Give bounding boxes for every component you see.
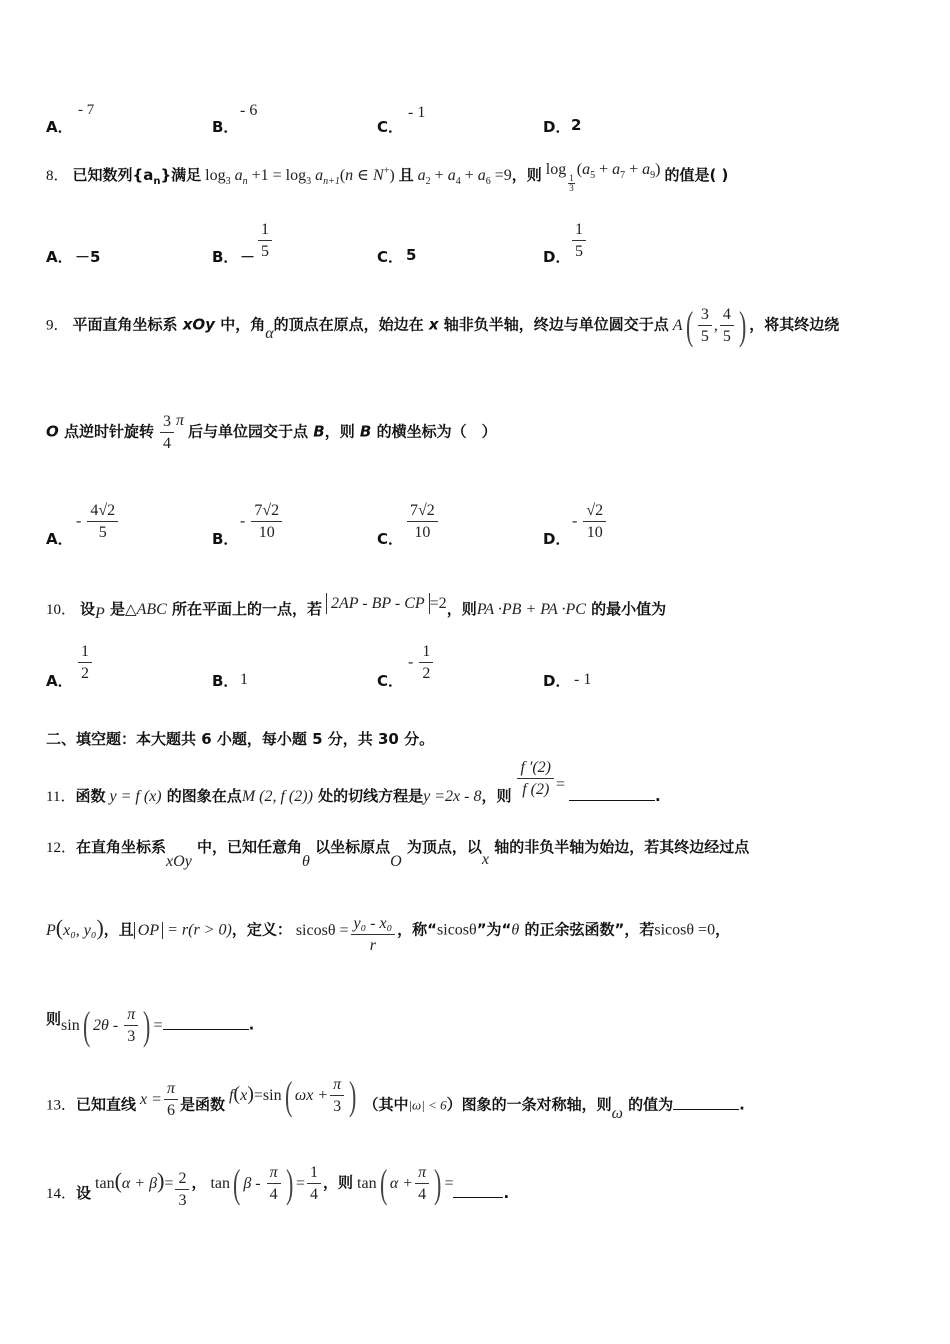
q11-answer-blank[interactable] [569, 788, 655, 801]
q8-text4: 的值是( ) [664, 166, 729, 184]
q12-text-e: 轴的非负半轴为始边，若其终边经过点 [489, 838, 750, 856]
section-2-title: 二、填空题：本大题共 6 小题，每小题 5 分，共 30 分。 [46, 730, 435, 748]
question-14 [46, 1161, 510, 1209]
q9-alpha: α [265, 324, 274, 342]
q13-omega: ω [611, 1104, 623, 1122]
q12-sicos-2: sicosθ [437, 921, 477, 939]
q13-text-a: 已知直线 [76, 1095, 137, 1114]
question-10 [46, 595, 667, 622]
q14-answer-blank[interactable] [453, 1185, 503, 1198]
q13-text-c: （其中 [363, 1095, 409, 1114]
q9-point-a: A( $\frac{3}{5}$ , $\frac{4}{5}$ ) [672, 303, 747, 348]
q13-text-d: ）图象的一条对称轴，则 [446, 1095, 612, 1114]
q8-option-a-label: A． [46, 248, 73, 266]
q8-option-c-value: 5 [406, 246, 417, 264]
q8-expression: log $_{\frac{1}{3}}$ $(a_5 + a_7 + a_9)$ [545, 161, 661, 194]
q8-condition-1: $\log_3 a_n +1 = \log_3 a_{n+1}(n$ ∈ N+) [205, 165, 395, 188]
q12-xoy: xOy [166, 853, 192, 870]
q10-option-a-value: $\frac{1}{2}$ [76, 644, 94, 682]
q12-text-f: ，且 [103, 920, 134, 939]
q11-fraction: $\frac{f '(2)}{f (2)}$ [515, 770, 556, 787]
q14-comma: ， [191, 1173, 207, 1192]
q8-option-c-label: C． [377, 248, 404, 266]
question-8 [46, 161, 729, 194]
q10-number: 10． [46, 602, 77, 618]
q11-text-b: 的图象在点 [161, 786, 242, 805]
q9-option-b-value: - $\frac{7√2}{10}$ [240, 503, 284, 541]
q12-point-p: P(x₀, y₀) [46, 914, 104, 940]
q14-text-a: 设 [76, 1183, 92, 1202]
q8-option-b-label: B． [212, 248, 239, 266]
q10-text-c: 所在平面上的一点，若 [166, 600, 323, 618]
q8-text1-sub: n [153, 176, 161, 188]
q9-option-a-value: - $\frac{4√2}{5}$ [76, 503, 120, 541]
q8-option-d-label: D． [543, 248, 571, 266]
q10-option-a-label: A． [46, 672, 73, 690]
q12-x: x [481, 851, 490, 868]
q7-option-b-label: B． [212, 118, 239, 136]
q12-text-j: ”为“ [476, 920, 512, 939]
q9-b2: B [359, 422, 372, 441]
q9-rotation-angle: $\frac{3}{4}$ π [158, 424, 184, 441]
q10-expression: PA ·PB + PA ·PC [476, 601, 586, 618]
q13-end: . [739, 1095, 745, 1114]
q8-number: 8． [46, 168, 69, 184]
question-13 [46, 1073, 745, 1126]
q7-option-d-label: D． [543, 118, 571, 136]
q10-option-d-value: - 1 [574, 671, 592, 688]
q9-text-h: ，则 [324, 422, 360, 441]
q10-text-b: 是△ [104, 600, 137, 618]
q13-condition: |ω| < 6 [408, 1097, 447, 1113]
q12-op: OP = r(r > 0) [134, 922, 232, 939]
q8-option-b-sign: － [240, 248, 256, 266]
q8-text2: }满足 [160, 166, 202, 184]
q7-option-c-value: - 1 [408, 104, 426, 121]
q14-condition-1: tan(α + β)= $\frac{2}{3}$ [95, 1175, 191, 1192]
q10-text-a: 设 [80, 600, 96, 618]
question-12-line-1 [46, 836, 750, 870]
q11-func: y = f (x) [109, 787, 162, 805]
q11-equals: = [556, 775, 566, 793]
q8-option-a-value: －5 [75, 248, 101, 266]
q10-p: P [95, 605, 105, 622]
q11-point: M (2, f (2)) [241, 787, 313, 805]
q11-end: . [655, 786, 661, 805]
q9-x: x [428, 315, 439, 334]
q7-option-a-label: A． [46, 118, 73, 136]
q8-text3: ，则 [511, 166, 542, 184]
q7-option-b-value: - 6 [240, 102, 258, 119]
q14-target: tan( α + $\frac{\pi}{4}$ ) = [357, 1161, 454, 1206]
q10-option-b-label: B． [212, 672, 239, 690]
q11-text-c: 处的切线方程是 [312, 786, 424, 805]
q9-text-c: 的顶点在原点，始边在 [273, 315, 429, 334]
q10-option-d-label: D． [543, 672, 571, 690]
q12-theta-2: θ [511, 921, 520, 939]
q10-option-c-value: - $\frac{1}{2}$ [408, 644, 435, 682]
q12-text-a: 在直角坐标系 [76, 838, 167, 856]
q9-text-e: ，将其终边绕 [749, 315, 840, 334]
question-11 [46, 754, 661, 805]
q12-text-b: 中，已知任意角 [191, 838, 303, 856]
q8-condition-2: $a_2 + a_4 + a_6 =9$ [417, 167, 512, 188]
q12-text-i: ，称“ [397, 920, 438, 939]
q9-number: 9． [46, 317, 69, 334]
q14-number: 14． [46, 1185, 77, 1202]
q8-option-b-fraction: $\frac{1}{5}$ [256, 222, 274, 260]
q7-option-a-value: - 7 [78, 102, 95, 118]
q9-text-g: 后与单位园交于点 [188, 422, 314, 441]
q12-text-l: ， [715, 920, 731, 939]
q12-sicos-def: sicosθ = $\frac{\text{y₀ - x₀}}{r}$ [296, 922, 397, 939]
question-12-line-2 [46, 912, 731, 954]
q12-sin-expression: sin( 2θ - $\frac{\pi}{3}$ ) = [61, 1003, 163, 1048]
q7-option-c-label: C． [377, 118, 404, 136]
q12-answer-blank[interactable] [163, 1017, 249, 1030]
q9-text-i: 的横坐标为（ ） [371, 422, 497, 441]
q9-option-c-value: $\frac{7√2}{10}$ [405, 503, 440, 541]
q9-option-d-value: - $\frac{√2}{10}$ [572, 503, 608, 541]
q12-number: 12． [46, 840, 77, 856]
q8-and: 且 [398, 166, 414, 184]
q12-sicos-3: sicosθ =0 [654, 921, 716, 939]
q9-b: B [313, 422, 325, 441]
q7-option-d-value: 2 [571, 116, 582, 134]
q10-condition: 2AP - BP - CP =2 [326, 595, 447, 612]
q10-option-c-label: C． [377, 672, 404, 690]
q14-condition-2: tan( β - $\frac{\pi}{4}$ ) = $\frac{1}{4}$ [210, 1175, 323, 1192]
q12-end: . [248, 1015, 255, 1034]
q9-text-d: 轴非负半轴，终边与单位圆交于点 [438, 315, 669, 334]
q11-number: 11． [46, 788, 76, 805]
q12-text-k: 的正余弦函数”，若 [519, 920, 655, 939]
q10-text-e: 的最小值为 [585, 600, 667, 618]
question-9-line-1 [46, 303, 840, 348]
q9-xoy: xOy [182, 315, 215, 334]
q9-text-a: 平面直角坐标系 [72, 315, 183, 334]
q12-text-c: 以坐标原点 [309, 838, 391, 856]
q12-text-h: ，定义： [231, 920, 292, 939]
q10-abc: ABC [136, 601, 167, 618]
q11-tangent-line: y =2x - 8 [423, 787, 482, 805]
q14-text-b: ，则 [323, 1173, 354, 1192]
q13-number: 13． [46, 1097, 77, 1114]
q13-answer-blank[interactable] [673, 1097, 739, 1110]
q9-option-b-label: B． [212, 530, 239, 548]
question-12-line-3 [46, 1003, 255, 1048]
q9-option-a-label: A． [46, 530, 73, 548]
q9-option-d-label: D． [543, 530, 571, 548]
q9-text-f: 点逆时针旋转 [58, 422, 154, 441]
q10-option-b-value: 1 [240, 671, 248, 688]
q14-end: . [503, 1183, 510, 1202]
q10-text-d: ，则 [446, 600, 477, 618]
q12-theta: θ [302, 853, 310, 870]
q13-function: f(x)=sin( ωx + $\frac{\pi}{3}$ ) [228, 1073, 357, 1118]
q12-o: O [390, 853, 402, 870]
q13-line: x = $\frac{\pi}{6}$ [140, 1091, 180, 1108]
q12-text-d: 为顶点，以 [401, 838, 482, 856]
q8-option-d-fraction: $\frac{1}{5}$ [570, 222, 588, 260]
q13-text-e: 的值为 [622, 1095, 674, 1114]
q13-text-b: 是函数 [179, 1095, 225, 1114]
q8-text1: 已知数列{a [72, 166, 154, 184]
q11-text-d: ，则 [481, 786, 512, 805]
q9-o: O [46, 422, 59, 441]
question-9-line-2 [46, 411, 497, 452]
q9-option-c-label: C． [377, 530, 404, 548]
q12-text-m: 则 [46, 1009, 62, 1028]
q11-text-a: 函数 [75, 786, 106, 805]
q9-text-b: 中，角 [214, 315, 266, 334]
